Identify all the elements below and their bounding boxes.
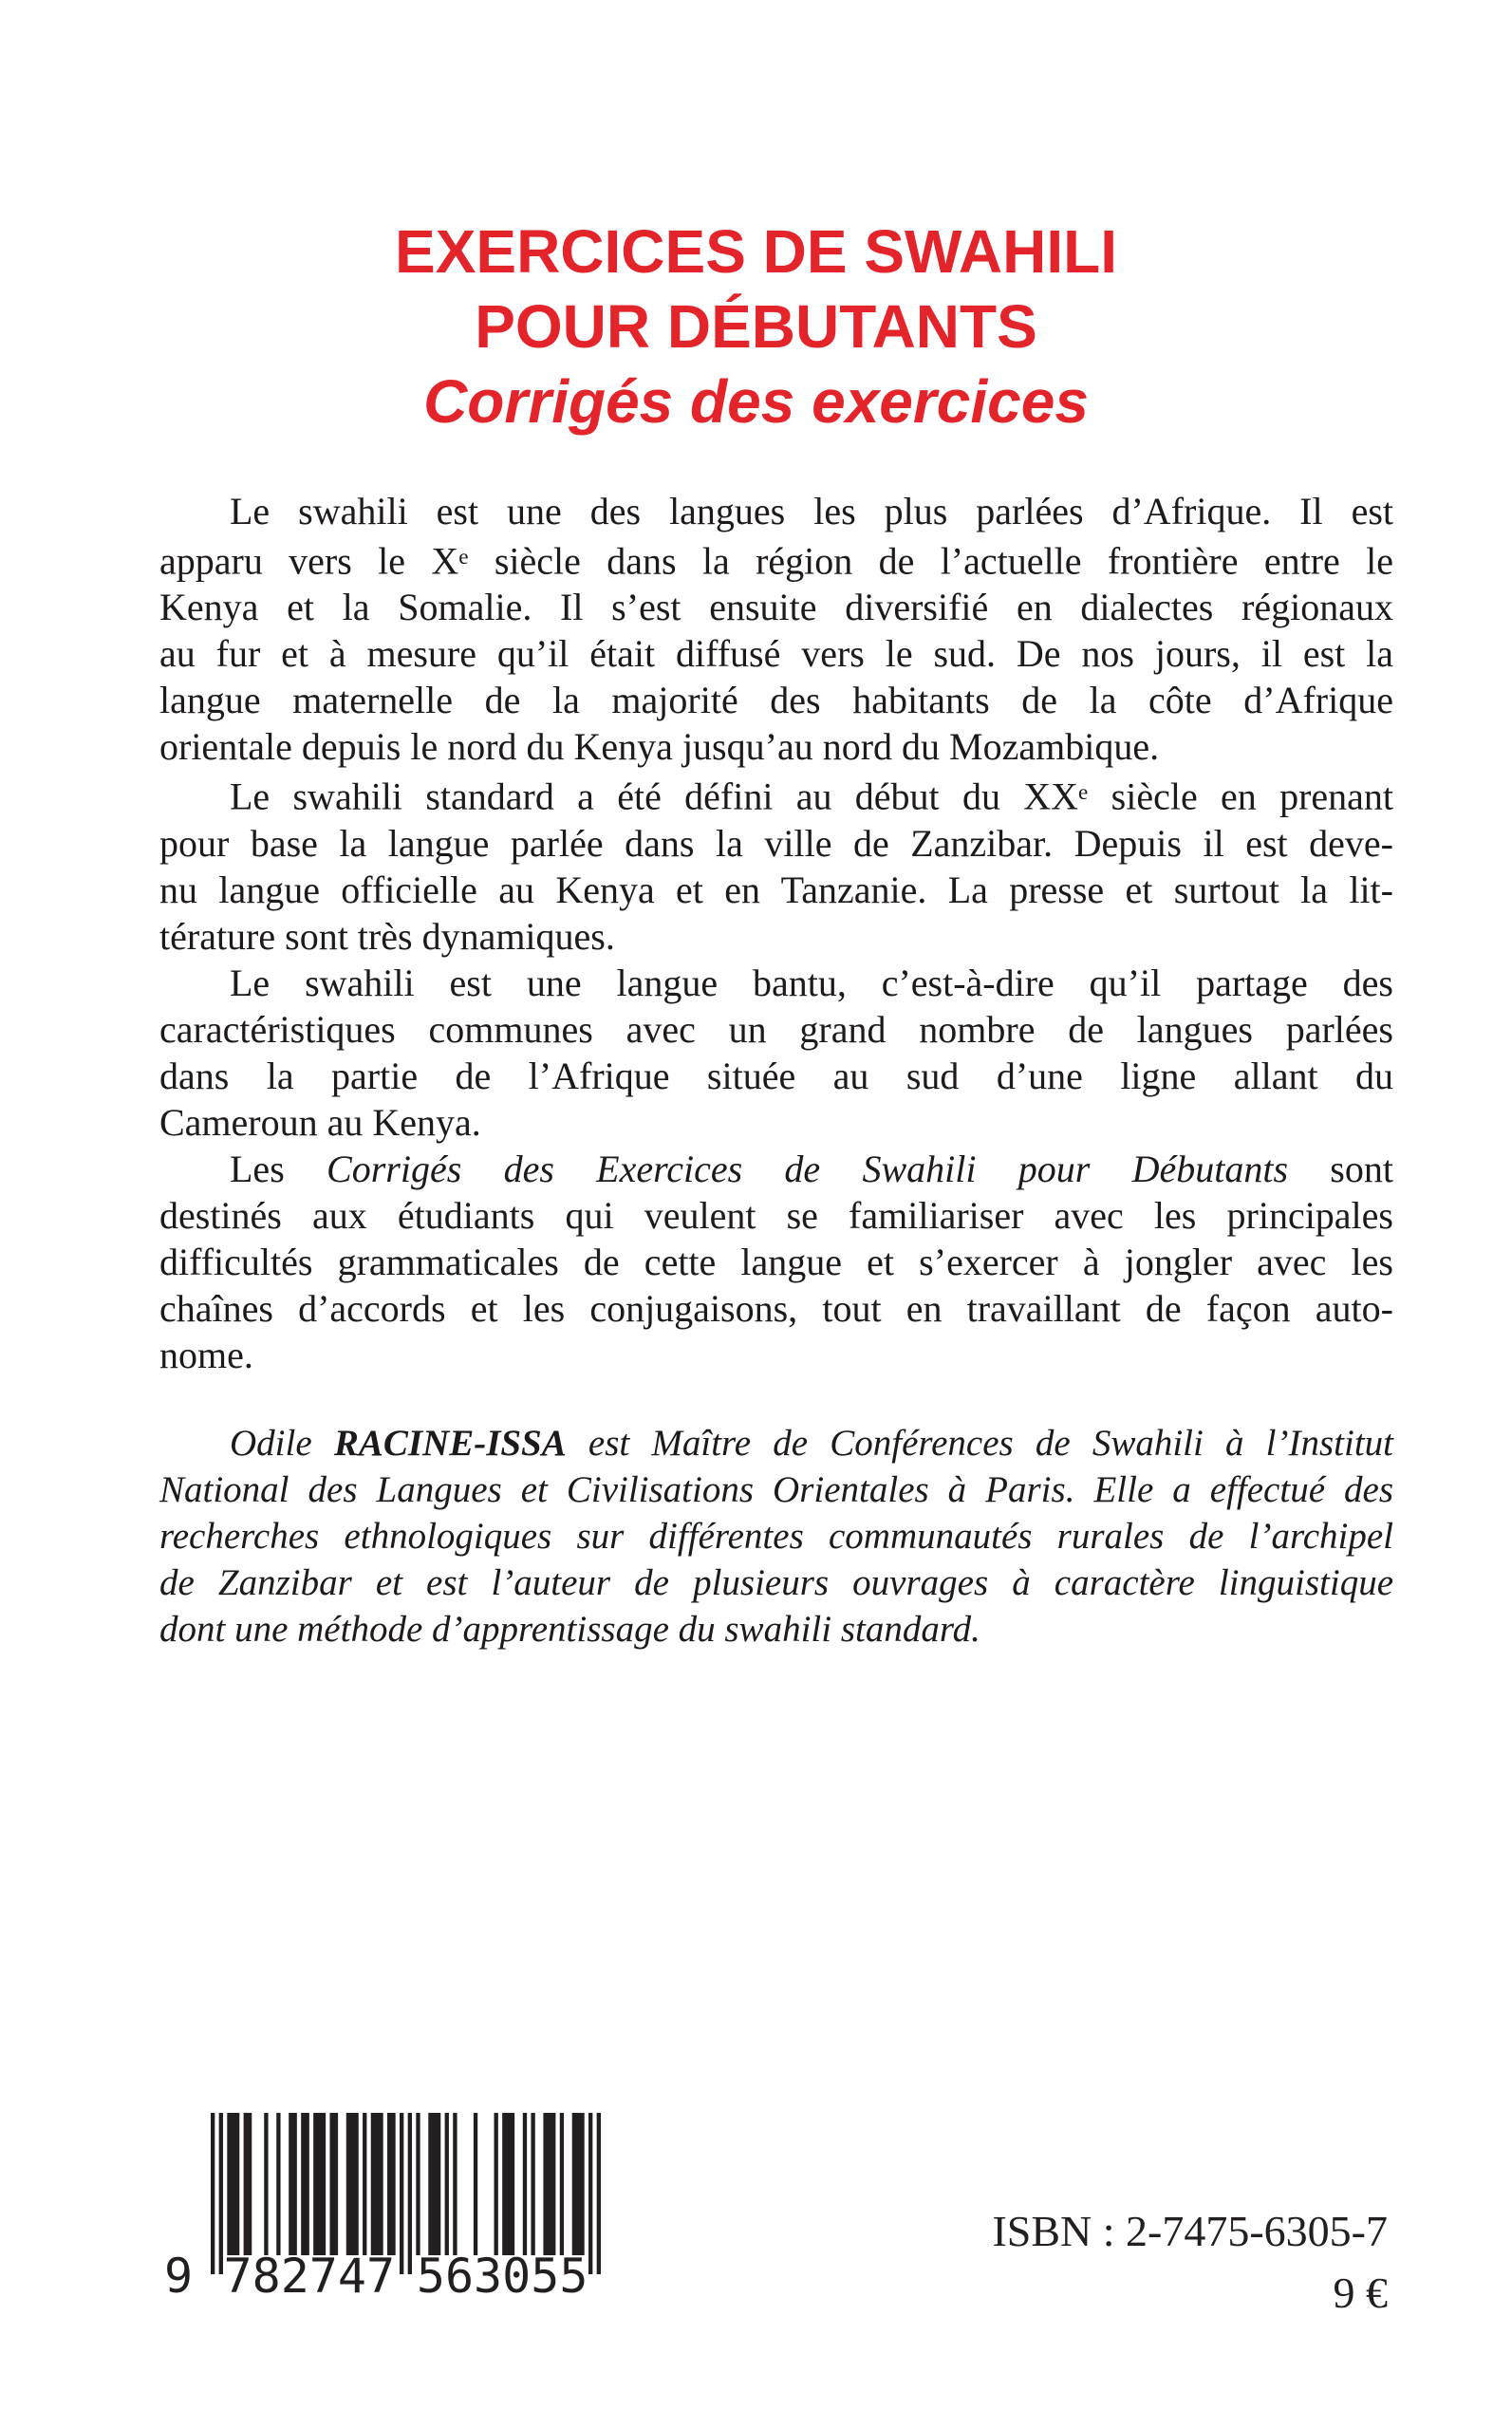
- body-paragraph-2: Le swahili standard a été défini au début du XXe siècle en prenant pour base la langue parlée dans la ville de Zanzibar. Depuis il est deve- nu langue officielle au Kenya et en Tanzanie. La presse et surtout la lit- térature sont très dynamiques.: [159, 775, 1394, 958]
- body-paragraph-1: Le swahili est une des langues les plus parlées d’Afrique. Il est apparu vers le Xe siècle dans la région de l’actuelle frontière entre le Kenya et la Somalie. Il s’est ensuite diversifié en dialectes régionaux au fur et à mesure qu’il était diffusé vers le sud. De nos jours, il est la langue maternelle de la majorité des habitants de la côte d’Afrique orientale depuis le nord du Kenya jusqu’au nord du Mozambique.: [159, 490, 1393, 769]
- back-cover-text: [159, 488, 1393, 1653]
- body-paragraph-3: Le swahili est une langue bantu, c’est-à-dire qu’il partage des caractéristiques communes avec un grand nombre de langues parlées dans la partie de l’Afrique située au sud d’une ligne allant du Cameroun au Kenya.: [159, 961, 1393, 1144]
- title-block: [0, 215, 1512, 439]
- title-subtitle: Corrigés des exercices: [423, 367, 1089, 436]
- author-bio: Odile RACINE-ISSA est Maître de Conférences de Swahili à l’Institut National des Langues et Civilisations Orientales à Paris. Elle a effectué des recherches ethnologiques sur différentes communautés rurales de l’archipel de Zanzibar et est l’auteur de plusieurs ouvrages à caractère linguistique dont une méthode d’apprentissage du swahili standard.: [159, 1422, 1393, 1650]
- ean13-barcode: [154, 2113, 609, 2312]
- title-line-1: EXERCICES DE SWAHILI: [395, 217, 1117, 286]
- barcode-digit-group-1: 782747: [223, 2249, 396, 2304]
- body-paragraph-4: Les Corrigés des Exercices de Swahili pour Débutants sont destinés aux étudiants qui veulent se familiariser avec les principales difficultés grammaticales de cette langue et s’exercer à jongler avec les chaînes d’accords et les conjugaisons, tout en travaillant de façon auto- nome.: [159, 1147, 1393, 1376]
- price-text: 9 €: [1333, 2269, 1388, 2317]
- title-line-2: POUR DÉBUTANTS: [475, 292, 1037, 361]
- isbn-text: ISBN : 2-7475-6305-7: [992, 2207, 1388, 2255]
- isbn-price-block: [992, 2208, 1388, 2317]
- barcode-lead-digit: 9: [163, 2249, 194, 2304]
- barcode-digit-group-2: 563055: [416, 2249, 588, 2304]
